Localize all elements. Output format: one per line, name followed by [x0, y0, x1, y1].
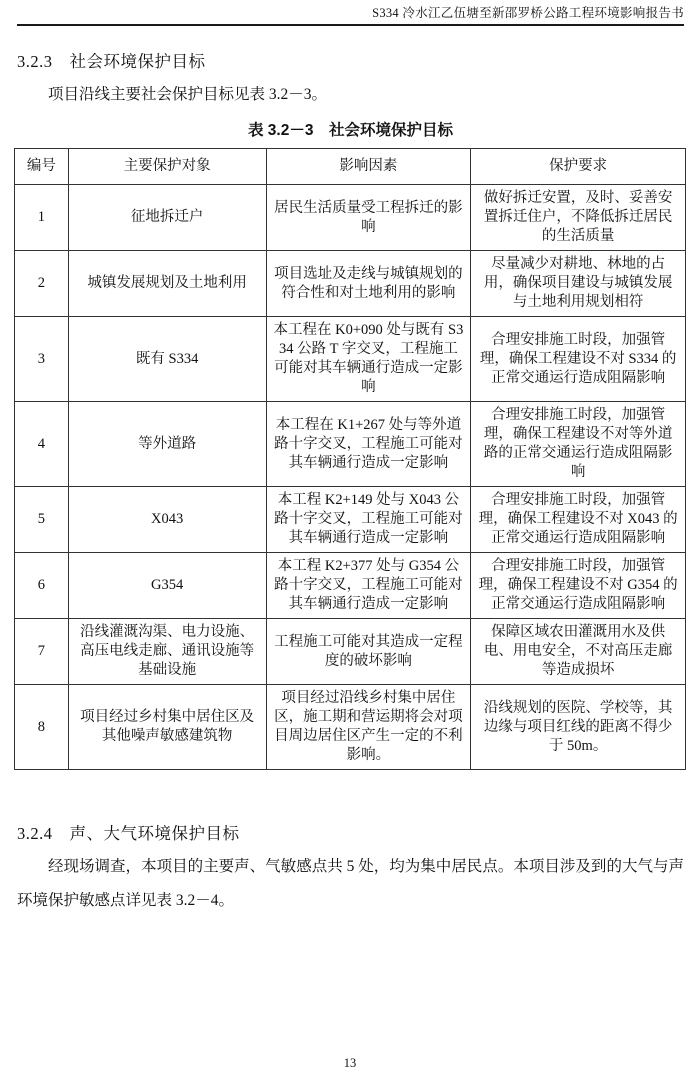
section-3-2-4-paragraph: 经现场调查，本项目的主要声、气敏感点共 5 处，均为集中居民点。本项目涉及到的大气与声环境保护敏感点详见表 3.2－4。 [17, 858, 684, 909]
protect-requirement-cell: 尽量减少对耕地、林地的占用，确保项目建设与城镇发展与土地利用规划相符 [471, 251, 686, 317]
protect-object-cell: 征地拆迁户 [68, 185, 266, 251]
row-number-cell: 3 [15, 317, 69, 402]
table-row [15, 402, 686, 487]
impact-factor-cell: 本工程 K2+149 处与 X043 公路十字交叉，工程施工可能对其车辆通行造成一定影响 [266, 487, 471, 553]
section-3-2-3-heading: 3.2.3 社会环境保护目标 [17, 52, 206, 71]
impact-factor-cell: 本工程在 K1+267 处与等外道路十字交叉，工程施工可能对其车辆通行造成一定影响 [266, 402, 471, 487]
impact-factor-cell: 本工程 K2+377 处与 G354 公路十字交叉，工程施工可能对其车辆通行造成一定影响 [266, 553, 471, 619]
header-rule [17, 24, 684, 26]
col-header-impact-factor: 影响因素 [266, 149, 471, 185]
table-title: 表 3.2－3 社会环境保护目标 [248, 122, 453, 140]
protect-object-cell: 沿线灌溉沟渠、电力设施、高压电线走廊、通讯设施等基础设施 [68, 619, 266, 685]
protect-object-cell: G354 [68, 553, 266, 619]
protect-requirement-cell: 合理安排施工时段，加强管理，确保工程建设不对等外道路的正常交通运行造成阻隔影响 [471, 402, 686, 487]
table-row [15, 553, 686, 619]
table-row [15, 185, 686, 251]
row-number-cell: 2 [15, 251, 69, 317]
col-header-protect-object: 主要保护对象 [68, 149, 266, 185]
row-number-cell: 5 [15, 487, 69, 553]
row-number-cell: 7 [15, 619, 69, 685]
table-row [15, 251, 686, 317]
protect-requirement-cell: 合理安排施工时段，加强管理，确保工程建设不对 S334 的正常交通运行造成阻隔影响 [471, 317, 686, 402]
protect-requirement-cell: 沿线规划的医院、学校等，其边缘与项目红线的距离不得少于 50m。 [471, 685, 686, 770]
social-protection-targets-table [14, 148, 686, 770]
protect-requirement-cell: 合理安排施工时段，加强管理，确保工程建设不对 X043 的正常交通运行造成阻隔影响 [471, 487, 686, 553]
row-number-cell: 4 [15, 402, 69, 487]
impact-factor-cell: 工程施工可能对其造成一定程度的破坏影响 [266, 619, 471, 685]
impact-factor-cell: 本工程在 K0+090 处与既有 S334 公路 T 字交叉，工程施工可能对其车辆通行造成一定影响 [266, 317, 471, 402]
protect-object-cell: 等外道路 [68, 402, 266, 487]
report-title-header: S334 冷水江乙伍塘至新邵罗桥公路工程环境影响报告书 [372, 6, 684, 20]
table-row [15, 685, 686, 770]
table-row [15, 619, 686, 685]
section-3-2-3-paragraph: 项目沿线主要社会保护目标见表 3.2－3。 [48, 86, 328, 103]
col-header-number: 编号 [15, 149, 69, 185]
row-number-cell: 6 [15, 553, 69, 619]
section-3-2-4-heading: 3.2.4 声、大气环境保护目标 [17, 824, 240, 844]
table-row [15, 487, 686, 553]
col-header-protect-requirement: 保护要求 [471, 149, 686, 185]
row-number-cell: 8 [15, 685, 69, 770]
impact-factor-cell: 项目选址及走线与城镇规划的符合性和对土地利用的影响 [266, 251, 471, 317]
protect-requirement-cell: 做好拆迁安置，及时、妥善安置拆迁住户，不降低拆迁居民的生活质量 [471, 185, 686, 251]
table-row [15, 317, 686, 402]
protect-object-cell: X043 [68, 487, 266, 553]
protect-requirement-cell: 保障区域农田灌溉用水及供电、用电安全，不对高压走廊等造成损坏 [471, 619, 686, 685]
protect-object-cell: 城镇发展规划及土地利用 [68, 251, 266, 317]
protect-object-cell: 既有 S334 [68, 317, 266, 402]
protect-requirement-cell: 合理安排施工时段，加强管理，确保工程建设不对 G354 的正常交通运行造成阻隔影响 [471, 553, 686, 619]
page-header [17, 5, 684, 26]
page-number: 13 [343, 1056, 357, 1070]
table-header-row [15, 149, 686, 185]
impact-factor-cell: 居民生活质量受工程拆迁的影响 [266, 185, 471, 251]
protect-object-cell: 项目经过乡村集中居住区及其他噪声敏感建筑物 [68, 685, 266, 770]
impact-factor-cell: 项目经过沿线乡村集中居住区，施工期和营运期将会对项目周边居住区产生一定的不利影响。 [266, 685, 471, 770]
row-number-cell: 1 [15, 185, 69, 251]
